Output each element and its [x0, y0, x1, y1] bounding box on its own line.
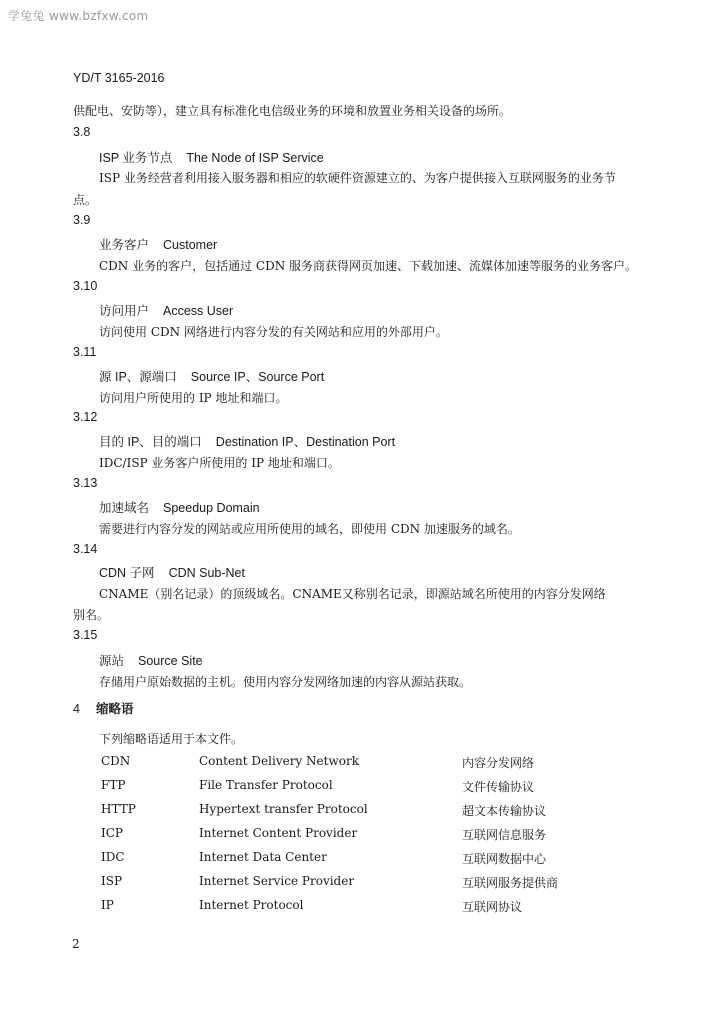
term-english: CDN Sub-Net: [168, 566, 245, 580]
standard-number: YD/T 3165-2016: [73, 71, 165, 85]
term-number: 3.12: [73, 410, 98, 424]
term-definition-continued: 点。: [73, 193, 98, 207]
term-heading: [99, 651, 203, 669]
term-definition: 存储用户原始数据的主机。使用内容分发网络加速的内容从源站获取。: [99, 675, 472, 689]
abbreviation-chinese: 互联网协议: [462, 900, 523, 914]
term-english: Source IP、Source Port: [190, 370, 325, 384]
term-number: 3.8: [73, 125, 91, 139]
abbreviation-code: IP: [101, 898, 114, 912]
section-4-intro: 下列缩略语适用于本文件。: [99, 732, 244, 746]
term-heading: [99, 301, 233, 319]
abbreviation-code: HTTP: [101, 802, 136, 816]
term-english: Source Site: [138, 654, 203, 668]
abbreviation-code: ISP: [101, 874, 123, 888]
term-english: Customer: [163, 238, 218, 252]
abbreviation-english: Content Delivery Network: [199, 754, 359, 768]
term-number: 3.9: [73, 213, 91, 227]
abbreviation-english: Hypertext transfer Protocol: [199, 802, 368, 816]
term-chinese: ISP 业务节点: [99, 151, 173, 165]
term-english: Speedup Domain: [163, 501, 260, 515]
term-english: Destination IP、Destination Port: [215, 435, 396, 449]
abbreviation-chinese: 文件传输协议: [462, 780, 535, 794]
term-heading: [99, 432, 395, 450]
term-number: 3.10: [73, 279, 98, 293]
continued-paragraph: 供配电、安防等），建立具有标准化电信级业务的环境和放置业务相关设备的场所。: [73, 104, 512, 118]
term-chinese: 业务客户: [99, 238, 150, 252]
section-4-heading: [73, 699, 133, 717]
term-heading: [99, 148, 324, 166]
term-chinese: 目的 IP、目的端口: [99, 435, 202, 449]
term-heading: [99, 563, 245, 581]
term-number: 3.15: [73, 628, 98, 642]
abbreviation-english: Internet Service Provider: [199, 874, 355, 888]
abbreviation-english: Internet Content Provider: [199, 826, 358, 840]
term-definition: CDN 业务的客户，包括通过 CDN 服务商获得网页加速、下载加速、流媒体加速等服务的业务客户。: [99, 259, 638, 273]
term-definition: IDC/ISP 业务客户所使用的 IP 地址和端口。: [99, 456, 340, 470]
term-definition: 访问使用 CDN 网络进行内容分发的有关网站和应用的外部用户。: [99, 325, 448, 339]
abbreviation-code: IDC: [101, 850, 125, 864]
page-number: 2: [72, 937, 80, 951]
abbreviation-english: File Transfer Protocol: [199, 778, 333, 792]
term-definition: 访问用户所使用的 IP 地址和端口。: [99, 391, 288, 405]
watermark: 学兔兔 www.bzfxw.com: [8, 9, 149, 23]
term-definition: CNAME（别名记录）的顶级域名。CNAME又称别名记录，即源站域名所使用的内容分发网络: [99, 587, 606, 601]
abbreviation-chinese: 互联网信息服务: [462, 828, 547, 842]
term-english: Access User: [163, 304, 234, 318]
term-chinese: 源站: [99, 654, 125, 668]
abbreviation-code: CDN: [101, 754, 131, 768]
term-heading: [99, 367, 324, 385]
abbreviation-code: FTP: [101, 778, 126, 792]
term-heading: [99, 498, 260, 516]
term-chinese: CDN 子网: [99, 566, 155, 580]
section-number: 4: [73, 702, 80, 716]
term-english: The Node of ISP Service: [186, 151, 324, 165]
term-number: 3.11: [73, 345, 97, 359]
abbreviation-code: ICP: [101, 826, 123, 840]
abbreviation-chinese: 互联网服务提供商: [462, 876, 559, 890]
term-number: 3.13: [73, 476, 98, 490]
abbreviation-chinese: 内容分发网络: [462, 756, 535, 770]
term-number: 3.14: [73, 542, 98, 556]
abbreviation-english: Internet Protocol: [199, 898, 304, 912]
abbreviation-english: Internet Data Center: [199, 850, 327, 864]
term-definition: 需要进行内容分发的网站或应用所使用的域名，即使用 CDN 加速服务的域名。: [99, 522, 520, 536]
section-title: 缩略语: [95, 702, 134, 716]
abbreviation-chinese: 超文本传输协议: [462, 804, 547, 818]
term-heading: [99, 235, 217, 253]
term-definition-continued: 别名。: [73, 608, 110, 622]
term-chinese: 访问用户: [99, 304, 150, 318]
abbreviation-chinese: 互联网数据中心: [462, 852, 547, 866]
term-definition: ISP 业务经营者利用接入服务器和相应的软硬件资源建立的、为客户提供接入互联网服务的业务节: [99, 171, 616, 185]
term-chinese: 源 IP、源端口: [99, 370, 177, 384]
term-chinese: 加速域名: [99, 501, 150, 515]
